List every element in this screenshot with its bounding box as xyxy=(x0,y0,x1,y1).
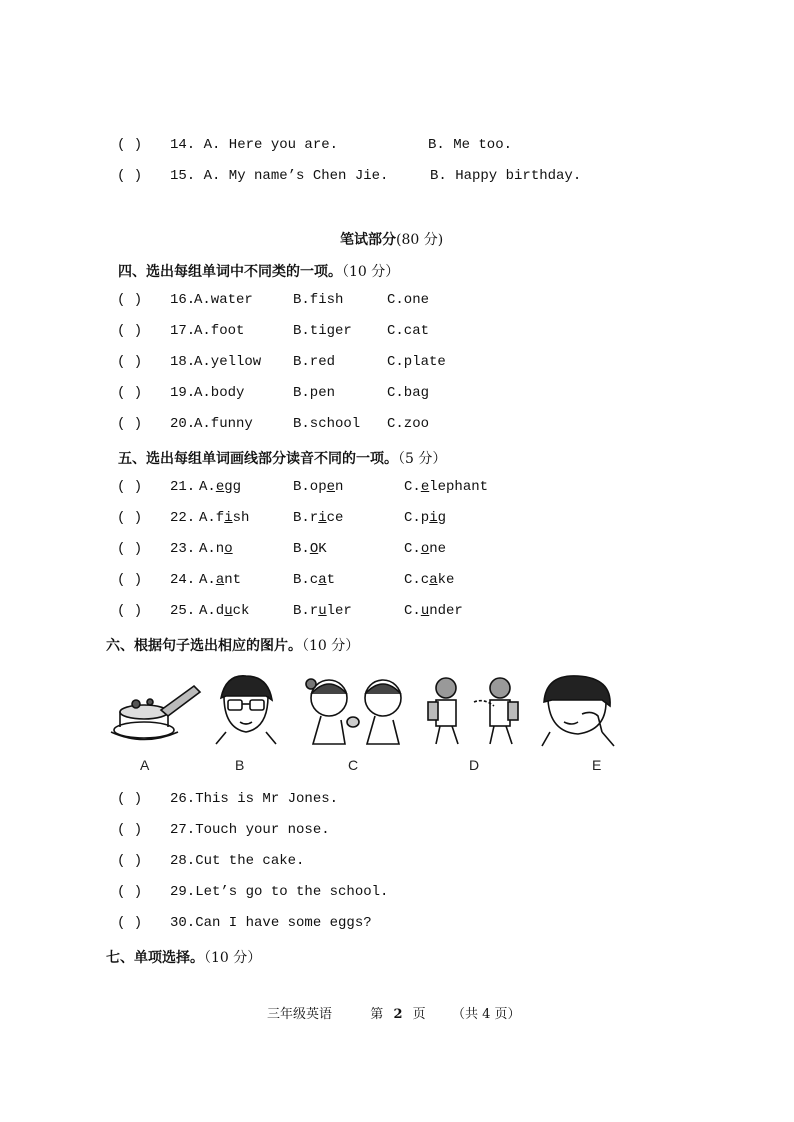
question-number: 18. xyxy=(170,354,196,370)
option-c xyxy=(404,479,488,495)
section-7-points: （10 分） xyxy=(204,950,262,966)
answer-paren[interactable]: ( ) xyxy=(117,168,143,184)
question-number: 25. xyxy=(170,603,196,619)
underlined-letters: i xyxy=(224,510,233,526)
section-6-heading xyxy=(106,635,359,655)
underlined-letters: o xyxy=(224,541,233,557)
underlined-letters: a xyxy=(215,572,225,588)
answer-paren[interactable]: ( ) xyxy=(117,479,143,495)
section-4-title: 四、选出每组单词中不同类的一项。 xyxy=(118,264,342,280)
option-b xyxy=(293,572,335,588)
word-part: A. xyxy=(199,572,216,588)
underlined-letters: o xyxy=(420,541,430,557)
question-number: 17. xyxy=(170,323,196,339)
question-number: 21. xyxy=(170,479,196,495)
word-part: A. xyxy=(199,479,216,495)
option-b: B. Happy birthday. xyxy=(430,168,582,184)
question-row xyxy=(0,385,794,407)
question-number: 24. xyxy=(170,572,196,588)
option-a xyxy=(199,510,249,526)
option-a xyxy=(199,572,241,588)
section-5-points: （5 分） xyxy=(398,451,447,467)
question-text: 29.Let’s go to the school. xyxy=(170,884,389,900)
picture-label-e: E xyxy=(592,757,602,773)
answer-paren[interactable]: ( ) xyxy=(117,385,143,401)
word-part: C. xyxy=(404,479,421,495)
option-c xyxy=(404,510,446,526)
picture-b-boy-glasses xyxy=(216,676,276,744)
word-part: C.p xyxy=(404,510,430,526)
word-part: C.c xyxy=(404,572,430,588)
underlined-letters: O xyxy=(309,541,319,557)
question-row xyxy=(0,541,794,563)
option-a: A.water xyxy=(194,292,253,308)
picture-strip xyxy=(106,672,626,752)
question-row xyxy=(0,884,794,906)
option-a xyxy=(199,479,241,495)
word-part: ce xyxy=(326,510,344,526)
answer-paren[interactable]: ( ) xyxy=(117,354,143,370)
question-text: 26.This is Mr Jones. xyxy=(170,791,339,807)
option-c: C.one xyxy=(387,292,430,308)
option-c: C.cat xyxy=(387,323,430,339)
underlined-letters: e xyxy=(420,479,430,495)
word-part: C. xyxy=(404,603,421,619)
section-4-points: （10 分） xyxy=(342,264,400,280)
picture-label-c: C xyxy=(348,757,359,773)
option-b xyxy=(293,603,352,619)
word-part: sh xyxy=(232,510,250,526)
option-a xyxy=(199,541,233,557)
underlined-letters: i xyxy=(318,510,327,526)
word-part: n xyxy=(335,479,344,495)
question-number: 19. xyxy=(170,385,196,401)
word-part: B.r xyxy=(293,603,319,619)
footer-page-pre: 第 xyxy=(370,1007,384,1022)
answer-paren[interactable]: ( ) xyxy=(117,416,143,432)
answer-paren[interactable]: ( ) xyxy=(117,137,143,153)
word-part: B. xyxy=(293,541,310,557)
section-4-heading xyxy=(118,261,399,281)
option-a: 14. A. Here you are. xyxy=(170,137,339,153)
question-text: 30.Can I have some eggs? xyxy=(170,915,372,931)
question-row xyxy=(0,603,794,625)
word-part: gg xyxy=(224,479,242,495)
word-part: A.d xyxy=(199,603,225,619)
word-part: ler xyxy=(326,603,352,619)
option-a: A.body xyxy=(194,385,245,401)
answer-paren[interactable]: ( ) xyxy=(117,323,143,339)
underlined-letters: a xyxy=(429,572,438,588)
section-5-heading xyxy=(118,448,446,468)
word-part: B.r xyxy=(293,510,319,526)
question-row xyxy=(0,416,794,438)
written-title: 笔试部分 xyxy=(340,232,396,248)
section-6-points: （10 分） xyxy=(302,638,360,654)
question-row xyxy=(0,791,794,813)
option-b xyxy=(293,479,343,495)
answer-paren[interactable]: ( ) xyxy=(117,822,143,838)
question-15 xyxy=(0,168,794,190)
option-b xyxy=(293,510,343,526)
answer-paren[interactable]: ( ) xyxy=(117,915,143,931)
word-part: ke xyxy=(437,572,455,588)
written-points: (80 分) xyxy=(396,232,444,248)
question-row xyxy=(0,510,794,532)
answer-paren[interactable]: ( ) xyxy=(117,791,143,807)
word-part: A.n xyxy=(199,541,225,557)
underlined-letters: e xyxy=(215,479,225,495)
section-5-title: 五、选出每组单词画线部分读音不同的一项。 xyxy=(118,451,398,467)
written-section-title xyxy=(340,229,443,249)
option-b: B.pen xyxy=(293,385,336,401)
answer-paren[interactable]: ( ) xyxy=(117,510,143,526)
question-row xyxy=(0,354,794,376)
picture-label-a: A xyxy=(140,757,150,773)
word-part: B.c xyxy=(293,572,319,588)
word-part: K xyxy=(318,541,327,557)
question-14 xyxy=(0,137,794,159)
option-b: B.red xyxy=(293,354,336,370)
underlined-letters: e xyxy=(326,479,336,495)
question-row xyxy=(0,323,794,345)
picture-d-kids-school xyxy=(428,678,518,744)
option-b: B. Me too. xyxy=(428,137,513,153)
word-part: lephant xyxy=(429,479,489,495)
underlined-letters: u xyxy=(224,603,233,619)
option-a: A.foot xyxy=(194,323,245,339)
answer-paren[interactable]: ( ) xyxy=(117,541,143,557)
section-7-title: 七、单项选择。 xyxy=(106,950,204,966)
picture-label-b: B xyxy=(235,757,245,773)
footer-subject: 三年级英语 xyxy=(267,1007,333,1022)
option-c xyxy=(404,541,446,557)
question-row xyxy=(0,853,794,875)
page-footer xyxy=(267,1003,520,1022)
word-part: t xyxy=(326,572,336,588)
word-part: nder xyxy=(429,603,463,619)
option-b: B.school xyxy=(293,416,361,432)
option-c xyxy=(404,572,454,588)
question-text: 27.Touch your nose. xyxy=(170,822,330,838)
option-a xyxy=(199,603,249,619)
answer-paren[interactable]: ( ) xyxy=(117,603,143,619)
question-row xyxy=(0,479,794,501)
option-c: C.zoo xyxy=(387,416,430,432)
option-a: 15. A. My name’s Chen Jie. xyxy=(170,168,389,184)
word-part: ck xyxy=(232,603,250,619)
word-part: g xyxy=(437,510,447,526)
question-row xyxy=(0,822,794,844)
question-number: 22. xyxy=(170,510,196,526)
question-number: 16. xyxy=(170,292,196,308)
underlined-letters: u xyxy=(318,603,327,619)
answer-paren[interactable]: ( ) xyxy=(117,572,143,588)
question-text: 28.Cut the cake. xyxy=(170,853,305,869)
answer-paren[interactable]: ( ) xyxy=(117,884,143,900)
underlined-letters: i xyxy=(429,510,438,526)
word-part: ne xyxy=(429,541,447,557)
picture-c-girls-eggs xyxy=(306,679,401,744)
footer-total: （共 4 页） xyxy=(451,1007,521,1022)
option-c xyxy=(404,603,463,619)
word-part: B.op xyxy=(293,479,327,495)
question-row xyxy=(0,915,794,937)
question-row xyxy=(0,292,794,314)
option-a: A.yellow xyxy=(194,354,262,370)
answer-paren[interactable]: ( ) xyxy=(117,853,143,869)
picture-e-touch-nose xyxy=(542,676,614,746)
word-part: C. xyxy=(404,541,421,557)
footer-page-number: 2 xyxy=(393,1007,403,1022)
option-b: B.tiger xyxy=(293,323,352,339)
answer-paren[interactable]: ( ) xyxy=(117,292,143,308)
option-c: C.bag xyxy=(387,385,430,401)
question-row xyxy=(0,572,794,594)
section-6-title: 六、根据句子选出相应的图片。 xyxy=(106,638,302,654)
footer-page-post: 页 xyxy=(412,1007,426,1022)
word-part: A.f xyxy=(199,510,225,526)
picture-label-d: D xyxy=(469,757,480,773)
underlined-letters: a xyxy=(318,572,327,588)
option-b: B.fish xyxy=(293,292,344,308)
word-part: nt xyxy=(224,572,242,588)
picture-a-cake xyxy=(111,686,200,740)
option-b xyxy=(293,541,327,557)
section-7-heading xyxy=(106,947,261,967)
question-number: 23. xyxy=(170,541,196,557)
underlined-letters: u xyxy=(420,603,430,619)
option-a: A.funny xyxy=(194,416,253,432)
option-c: C.plate xyxy=(387,354,446,370)
question-number: 20. xyxy=(170,416,196,432)
